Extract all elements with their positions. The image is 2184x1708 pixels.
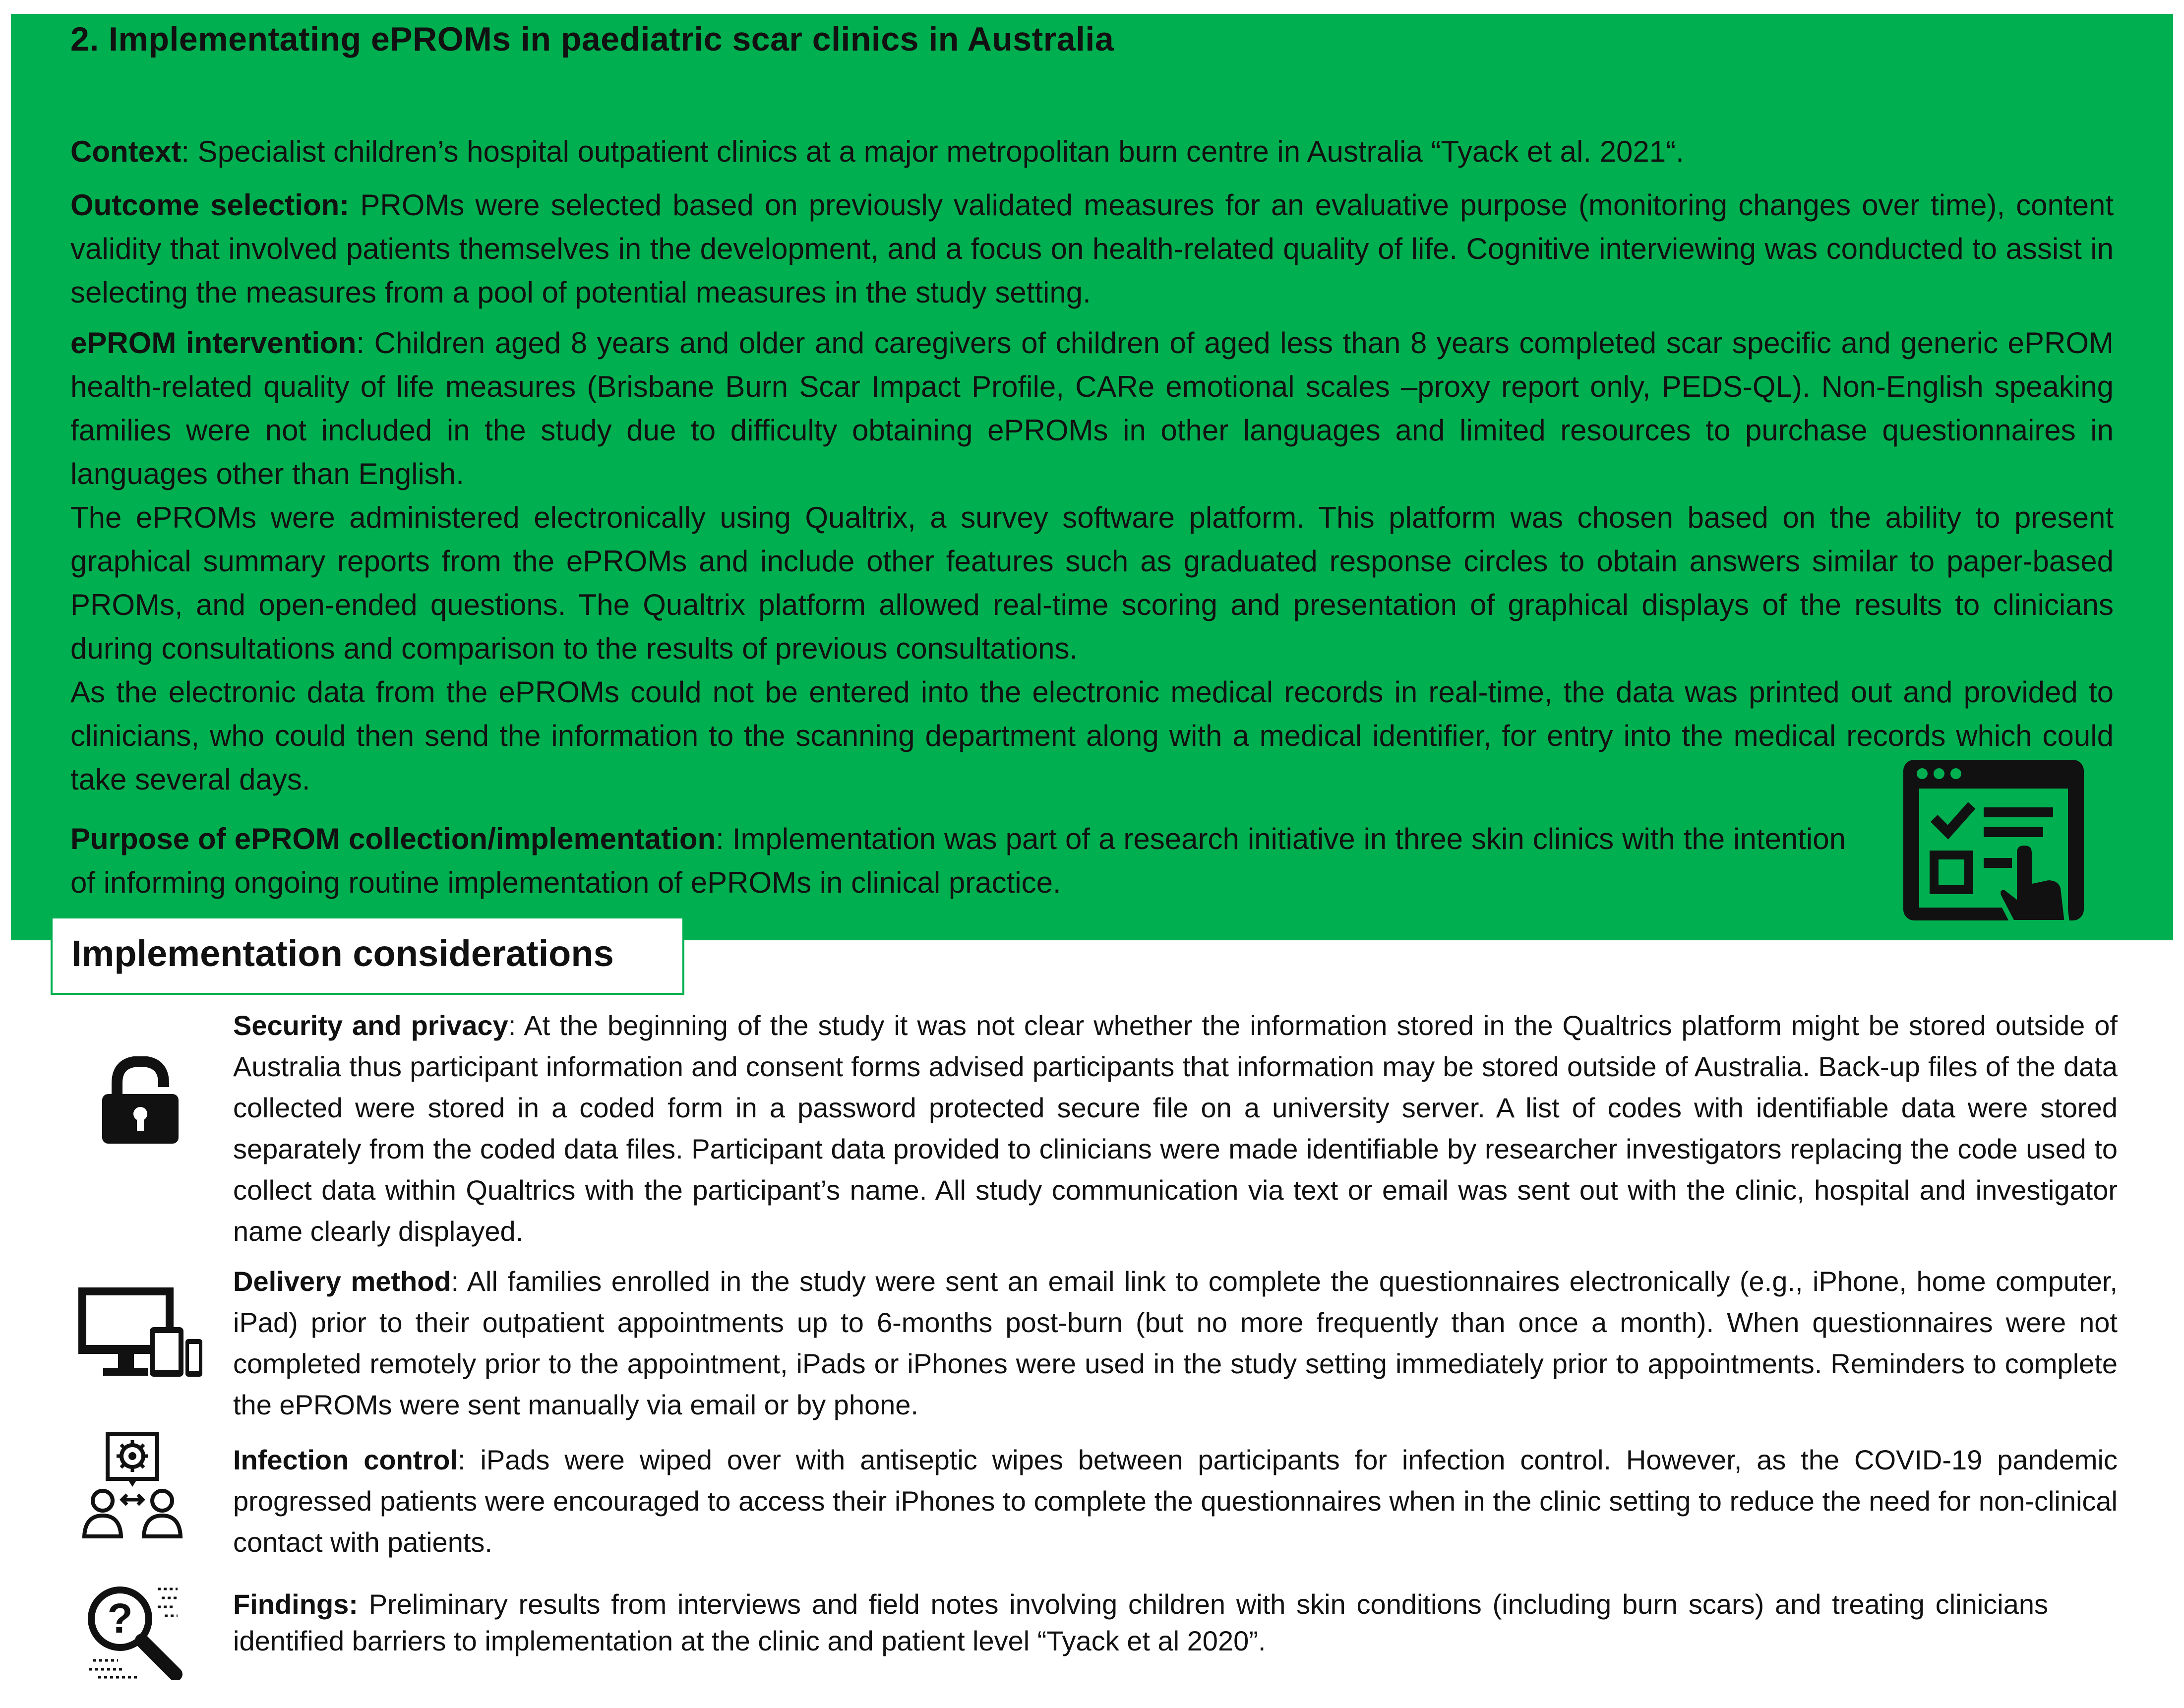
delivery-method-label: Delivery method xyxy=(233,1266,451,1297)
outcome-selection-label: Outcome selection: xyxy=(70,188,350,222)
medical-records-paragraph: As the electronic data from the ePROMs could not be entered into the electronic medical records in real-time, the data was printed out and provided to clinicians, who could then send the information to the scanning department along with a medical identifier, for entry into the medical records which could take several days. xyxy=(70,675,2114,796)
delivery-method-paragraph xyxy=(233,1261,2118,1425)
eprom-intervention-label: ePROM intervention xyxy=(70,326,357,360)
implementation-considerations-heading-box xyxy=(51,916,684,995)
security-privacy-text: : At the beginning of the study it was not clear whether the information stored in the Qualtrics platform might be stored outside of Australia thus participant information and consent forms advised participants that information may be stored outside of Australia. Back-up files of the data collected were stored in a coded form in a password protected secure file on a university server. A list of codes with identifiable data were stored separately from the coded data files. Participant data provided to clinicians were made identifiable by researcher investigators replacing the code used to collect data within Qualtrics with the participant’s name. All study communication via text or email was sent out with the clinic, hospital and investigator name clearly displayed. xyxy=(233,1010,2118,1247)
svg-text:?: ? xyxy=(107,1595,133,1642)
devices-icon xyxy=(75,1284,204,1379)
context-label: Context xyxy=(70,135,182,168)
purpose-label: Purpose of ePROM collection/implementation xyxy=(70,822,716,855)
case-title: 2. Implementating ePROMs in paediatric scar clinics in Australia xyxy=(70,20,1114,58)
implementation-considerations-title: Implementation considerations xyxy=(71,933,614,974)
infection-control-paragraph xyxy=(233,1439,2118,1563)
findings-text: Preliminary results from interviews and field notes involving children with skin conditions (including burn scars) and treating clinicians identified barriers to implementation at the clinic and patient level “Tyack et al 2020”. xyxy=(233,1588,2048,1656)
eprom-intervention-paragraph xyxy=(70,321,2114,496)
outcome-selection-paragraph xyxy=(70,183,2114,314)
findings-label: Findings: xyxy=(233,1588,358,1620)
unlocked-padlock-icon xyxy=(98,1056,182,1146)
context-paragraph xyxy=(70,130,2114,174)
infection-control-text: : iPads were wiped over with antiseptic wipes between participants for infection control. However, as the COVID-19 pandemic progressed patients were encouraged to access their iPhones to complete the questionnaires when in the clinic setting to reduce the need for non-clinical contact with patients. xyxy=(233,1444,2118,1558)
infection-control-label: Infection control xyxy=(233,1444,458,1475)
infection-control-icon xyxy=(80,1431,184,1540)
qualtrix-paragraph: The ePROMs were administered electronically using Qualtrix, a survey software platform. This platform was chosen based on the ability to present graphical summary reports from the ePROMs and include other features such as graduated response circles to obtain answers similar to paper-based PROMs, and open-ended questions. The Qualtrix platform allowed real-time scoring and presentation of graphical displays of the results to clinicians during consultations and comparison to the results of previous consultations. xyxy=(70,501,2114,665)
findings-magnifier-icon xyxy=(83,1581,182,1680)
purpose-text: : Implementation was part of a research initiative in three skin clinics with the intention of informing ongoing routine implementation of ePROMs in clinical practice. xyxy=(70,822,1846,899)
delivery-method-text: : All families enrolled in the study were sent an email link to complete the questionnaires electronically (e.g., iPhone, home computer, iPad) prior to their outpatient appointments up to 6-months post-burn (but no more frequently than once a month). When questionnaires were not completed remotely prior to the appointment, iPads or iPhones were used in the study setting immediately prior to appointments. Reminders to complete the ePROMs were sent manually via email or by phone. xyxy=(233,1266,2118,1420)
eprom-intervention-text: : Children aged 8 years and older and caregivers of children of aged less than 8 years completed scar specific and generic ePROM health-related quality of life measures (Brisbane Burn Scar Impact Profile, CARe emotional scales –proxy report only, PEDS-QL). Non-English speaking families were not included in the study due to difficulty obtaining ePROMs in other languages and limited resources to purchase questionnaires in languages other than English. xyxy=(70,326,2114,490)
online-checklist-icon xyxy=(1899,756,2088,924)
findings-paragraph xyxy=(233,1586,2048,1659)
security-privacy-label: Security and privacy xyxy=(233,1010,508,1041)
security-privacy-paragraph xyxy=(233,1005,2118,1252)
outcome-selection-text: PROMs were selected based on previously validated measures for an evaluative purpose (monitoring changes over time), content validity that involved patients themselves in the development, and a focus on health-related quality of life. Cognitive interviewing was conducted to assist in selecting the measures from a pool of potential measures in the study setting. xyxy=(70,188,2114,309)
context-text: : Specialist children’s hospital outpatient clinics at a major metropolitan burn centre in Australia “Tyack et al. 2021“. xyxy=(181,135,1684,168)
purpose-paragraph xyxy=(70,817,1846,905)
